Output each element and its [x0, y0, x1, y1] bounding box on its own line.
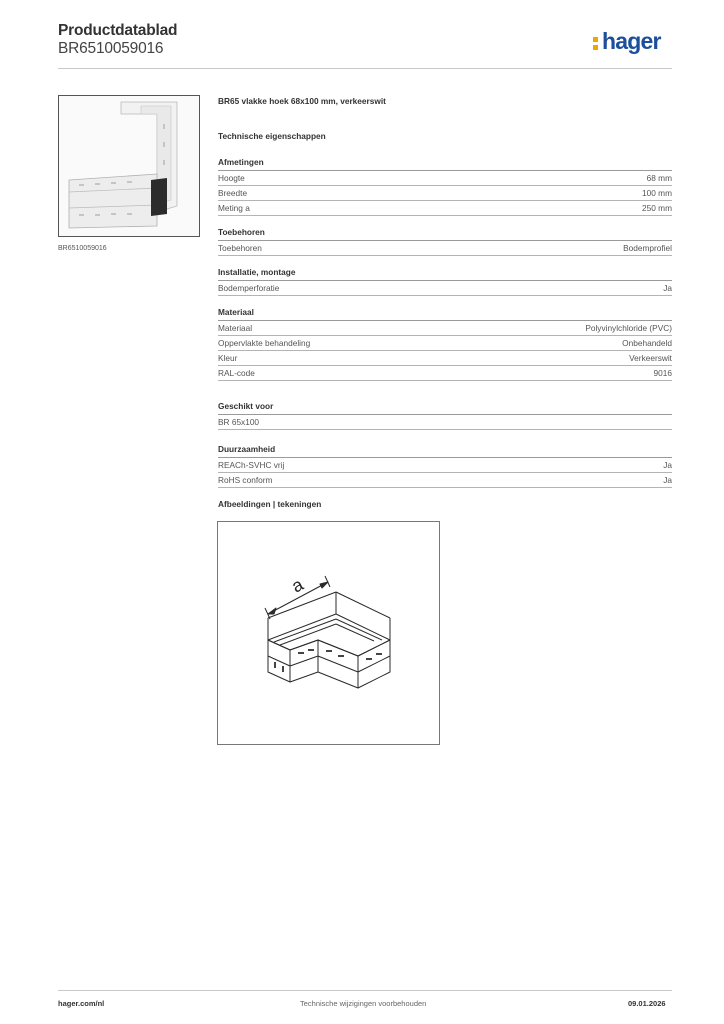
group-title: Materiaal: [218, 307, 672, 321]
group-installatie: [218, 267, 672, 296]
group-title: Toebehoren: [218, 227, 672, 241]
group-title: Afmetingen: [218, 157, 672, 171]
spec-row: [218, 186, 672, 201]
spec-value: Onbehandeld: [622, 338, 672, 348]
group-title: Installatie, montage: [218, 267, 672, 281]
spec-value: Verkeerswit: [629, 353, 672, 363]
spec-label: Kleur: [218, 353, 238, 363]
logo-text: hager: [602, 28, 661, 54]
spec-label: Breedte: [218, 188, 248, 198]
footer-divider: [58, 990, 672, 991]
group-title: Duurzaamheid: [218, 444, 672, 458]
group-title: Geschikt voor: [218, 401, 672, 415]
spec-row: [218, 171, 672, 186]
spec-row: [218, 351, 672, 366]
logo-dots-icon: [593, 34, 599, 49]
product-details: [218, 96, 672, 509]
spec-value: Ja: [663, 475, 672, 485]
group-duurzaamheid: [218, 444, 672, 488]
product-code: BR6510059016: [58, 40, 164, 57]
spec-label: Toebehoren: [218, 243, 262, 253]
footer-note: Technische wijzigingen voorbehouden: [300, 999, 427, 1008]
dimension-label: a: [288, 574, 307, 597]
spec-row: [218, 321, 672, 336]
spec-label: Oppervlakte behandeling: [218, 338, 311, 348]
product-name: BR65 vlakke hoek 68x100 mm, verkeerswit: [218, 96, 386, 106]
spec-value: Ja: [663, 460, 672, 470]
hager-logo[interactable]: [593, 28, 661, 55]
spec-label: RoHS conform: [218, 475, 273, 485]
tech-properties-title: Technische eigenschappen: [218, 131, 326, 141]
technical-drawing-image: [218, 522, 439, 744]
spec-value: 100 mm: [642, 188, 672, 198]
spec-row: [218, 281, 672, 296]
spec-row: [218, 336, 672, 351]
product-photo-image: [59, 96, 199, 236]
spec-value: Bodemprofiel: [623, 243, 672, 253]
spec-row: [218, 201, 672, 216]
spec-row: [218, 366, 672, 381]
spec-label: Materiaal: [218, 323, 253, 333]
spec-label: RAL-code: [218, 368, 255, 378]
technical-drawing: [217, 521, 440, 745]
spec-row: [218, 458, 672, 473]
spec-value: Ja: [663, 283, 672, 293]
spec-label: Hoogte: [218, 173, 245, 183]
document-title: Productdatablad: [58, 22, 178, 39]
spec-value: 9016: [653, 368, 672, 378]
group-materiaal: [218, 307, 672, 381]
group-toebehoren: [218, 227, 672, 256]
group-afmetingen: [218, 157, 672, 216]
product-photo: [58, 95, 200, 237]
spec-value: Polyvinylchloride (PVC): [585, 323, 672, 333]
footer-date: 09.01.2026: [628, 999, 666, 1008]
spec-label: REACh-SVHC vrij: [218, 460, 285, 470]
spec-value: 250 mm: [642, 203, 672, 213]
spec-label: BR 65x100: [218, 417, 260, 427]
header-divider: [58, 68, 672, 69]
spec-label: Bodemperforatie: [218, 283, 280, 293]
spec-label: Meting a: [218, 203, 250, 213]
footer-url-link[interactable]: hager.com/nl: [58, 999, 105, 1008]
spec-row: [218, 415, 672, 430]
spec-row: [218, 241, 672, 256]
images-title: Afbeeldingen | tekeningen: [218, 499, 322, 509]
spec-value: 68 mm: [646, 173, 672, 183]
group-geschikt-voor: [218, 401, 672, 430]
spec-row: [218, 473, 672, 488]
photo-caption: BR6510059016: [58, 245, 107, 252]
